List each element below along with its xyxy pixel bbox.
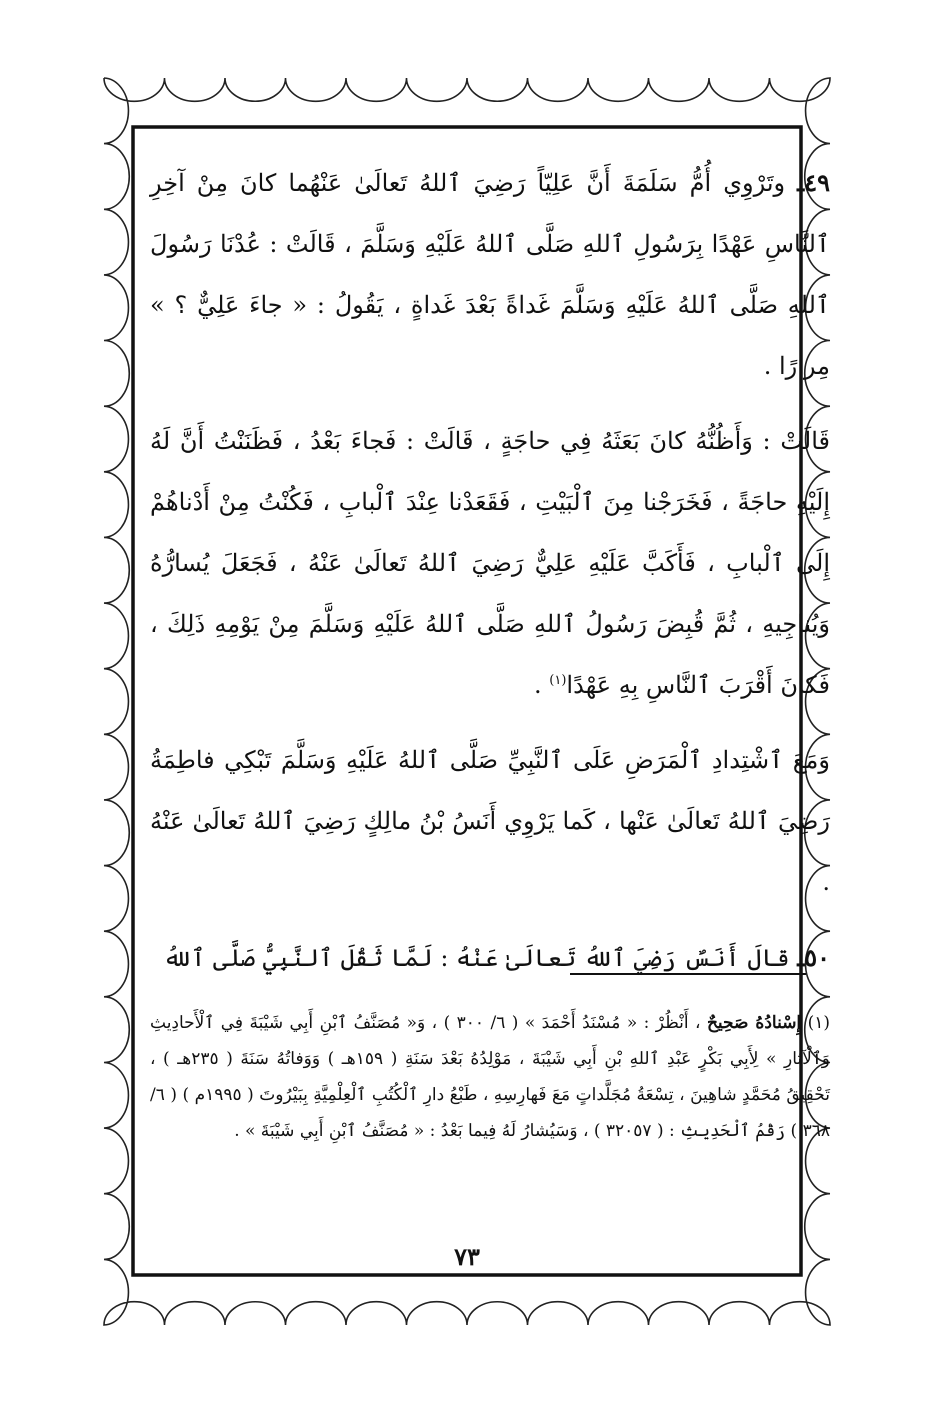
paragraph-tail: . [534, 671, 550, 699]
footnote-divider [570, 973, 806, 975]
hadith-number: ٥٠ـ [797, 943, 830, 972]
paragraph-text: قَالَتْ : وَأَظُنُّهُ كانَ بَعَثَهُ فِي حاجَةٍ ، قَالَتْ : فَجاءَ بَعْدُ ، فَظَنَنْتُ أَنَّ لَهُ إِلَيْهِ حاجَةً ، فَخَرَجْنا مِنَ ٱلْبَيْتِ ، فَقَعَدْنا عِنْدَ ٱلْبابِ ، فَكُنْتُ مِنْ أَدْناهُمْ إِلَى ٱلْبابِ ، فَأَكَبَّ عَلَيْهِ عَلِيٌّ رَضِيَ ٱللهُ تَعالَىٰ عَنْهُ ، فَجَعَلَ يُسارُّهُ وَيُناجِيهِ ، ثُمَّ قُبِضَ رَسُولُ ٱللهِ صَلَّى ٱللهُ عَلَيْهِ وَسَلَّمَ مِنْ يَوْمِهِ ذَلِكَ ، فَكانَ أَقْرَبَ ٱلنَّاسِ بِهِ عَهْدًا [150, 427, 830, 699]
footnote-marker: (١) [807, 1013, 831, 1033]
page-number: ٧٣ [454, 1242, 480, 1271]
footnote-reference[interactable]: (١) [549, 673, 567, 688]
main-text [150, 152, 830, 989]
hadith-number: ٤٩ـ [797, 168, 830, 197]
paragraph-2 [150, 411, 830, 716]
paragraph-text: وتَرْوِي أُمُّ سَلَمَةَ أَنَّ عَلِيّاً رَضِيَ ٱللهُ تَعالَىٰ عَنْهُما كانَ مِنْ آخِرِ ٱلنَّاسِ عَهْدًا بِرَسُولِ ٱللهِ صَلَّى ٱللهُ عَلَيْهِ وَسَلَّمَ ، قَالَتْ : عُدْنَا رَسُولَ ٱللهِ صَلَّى ٱللهُ عَلَيْهِ وَسَلَّمَ غَداةً بَعْدَ غَداةٍ ، يَقُولُ : « جاءَ عَلِيٌّ ؟ » مِرارًا . [150, 169, 830, 380]
footnote-text: ، أَنْظُرْ : « مُسْنَدُ أَحْمَدَ » ( ٦/ ٣٠٠ ) ، وَ« مُصَنَّفُ ٱبْنِ أَبِي شَيْبَةَ فِي ٱلْأَحادِيثِ وَٱلْآثارِ » لِأَبِي بَكْرٍ عَبْدِ ٱللهِ بْنِ أَبِي شَيْبَةَ ، مَوْلِدُهُ بَعْدَ سَنَةِ ( ١٥٩هـ ) وَوَفاتُهُ سَنَةَ ( ٢٣٥هـ ) ، تَحْقِيقُ مُحَمَّدٍ شاهِينَ ، تِسْعَةُ مُجَلَّداتٍ مَعَ فَهارِسِهِ ، طَبْعُ دارِ ٱلْكُتُبِ ٱلْعِلْمِيَّةِ بِبَيْرُوتَ ( ١٩٩٥م ) ( ٦/ ٣٦٨ ) رَقْمُ ٱلْحَدِيثِ : ( ٣٢٠٥٧ ) ، وَسَيُشارُ لَهُ فِيما بَعْدُ : « مُصَنَّفُ ٱبْنِ أَبِي شَيْبَةَ » . [150, 1013, 831, 1141]
footnote [150, 1005, 830, 1149]
footnote-bold-lead: إِسْنادُهُ صَحِيحٌ [706, 1013, 802, 1033]
paragraph-text: قالَ أَنَسٌ رَضِيَ ٱللهُ تَعالَىٰ عَنْهُ : لَمَّا ثَقُلَ ٱلنَّبِيُّ صَلَّى ٱللهُ [163, 944, 790, 972]
paragraph-49 [150, 152, 830, 397]
paragraph-text: وَمَعَ ٱشْتِدادِ ٱلْمَرَضِ عَلَى ٱلنَّبِيِّ صَلَّى ٱللهُ عَلَيْهِ وَسَلَّمَ تَبْكِي فاطِمَةُ رَضِيَ ٱللهُ تَعالَىٰ عَنْها ، كَما يَرْوِي أَنَسُ بْنُ مالِكٍ رَضِيَ ٱللهُ تَعالَىٰ عَنْهُ . [150, 746, 830, 896]
paragraph-50 [150, 927, 830, 989]
paragraph-3 [150, 730, 830, 913]
